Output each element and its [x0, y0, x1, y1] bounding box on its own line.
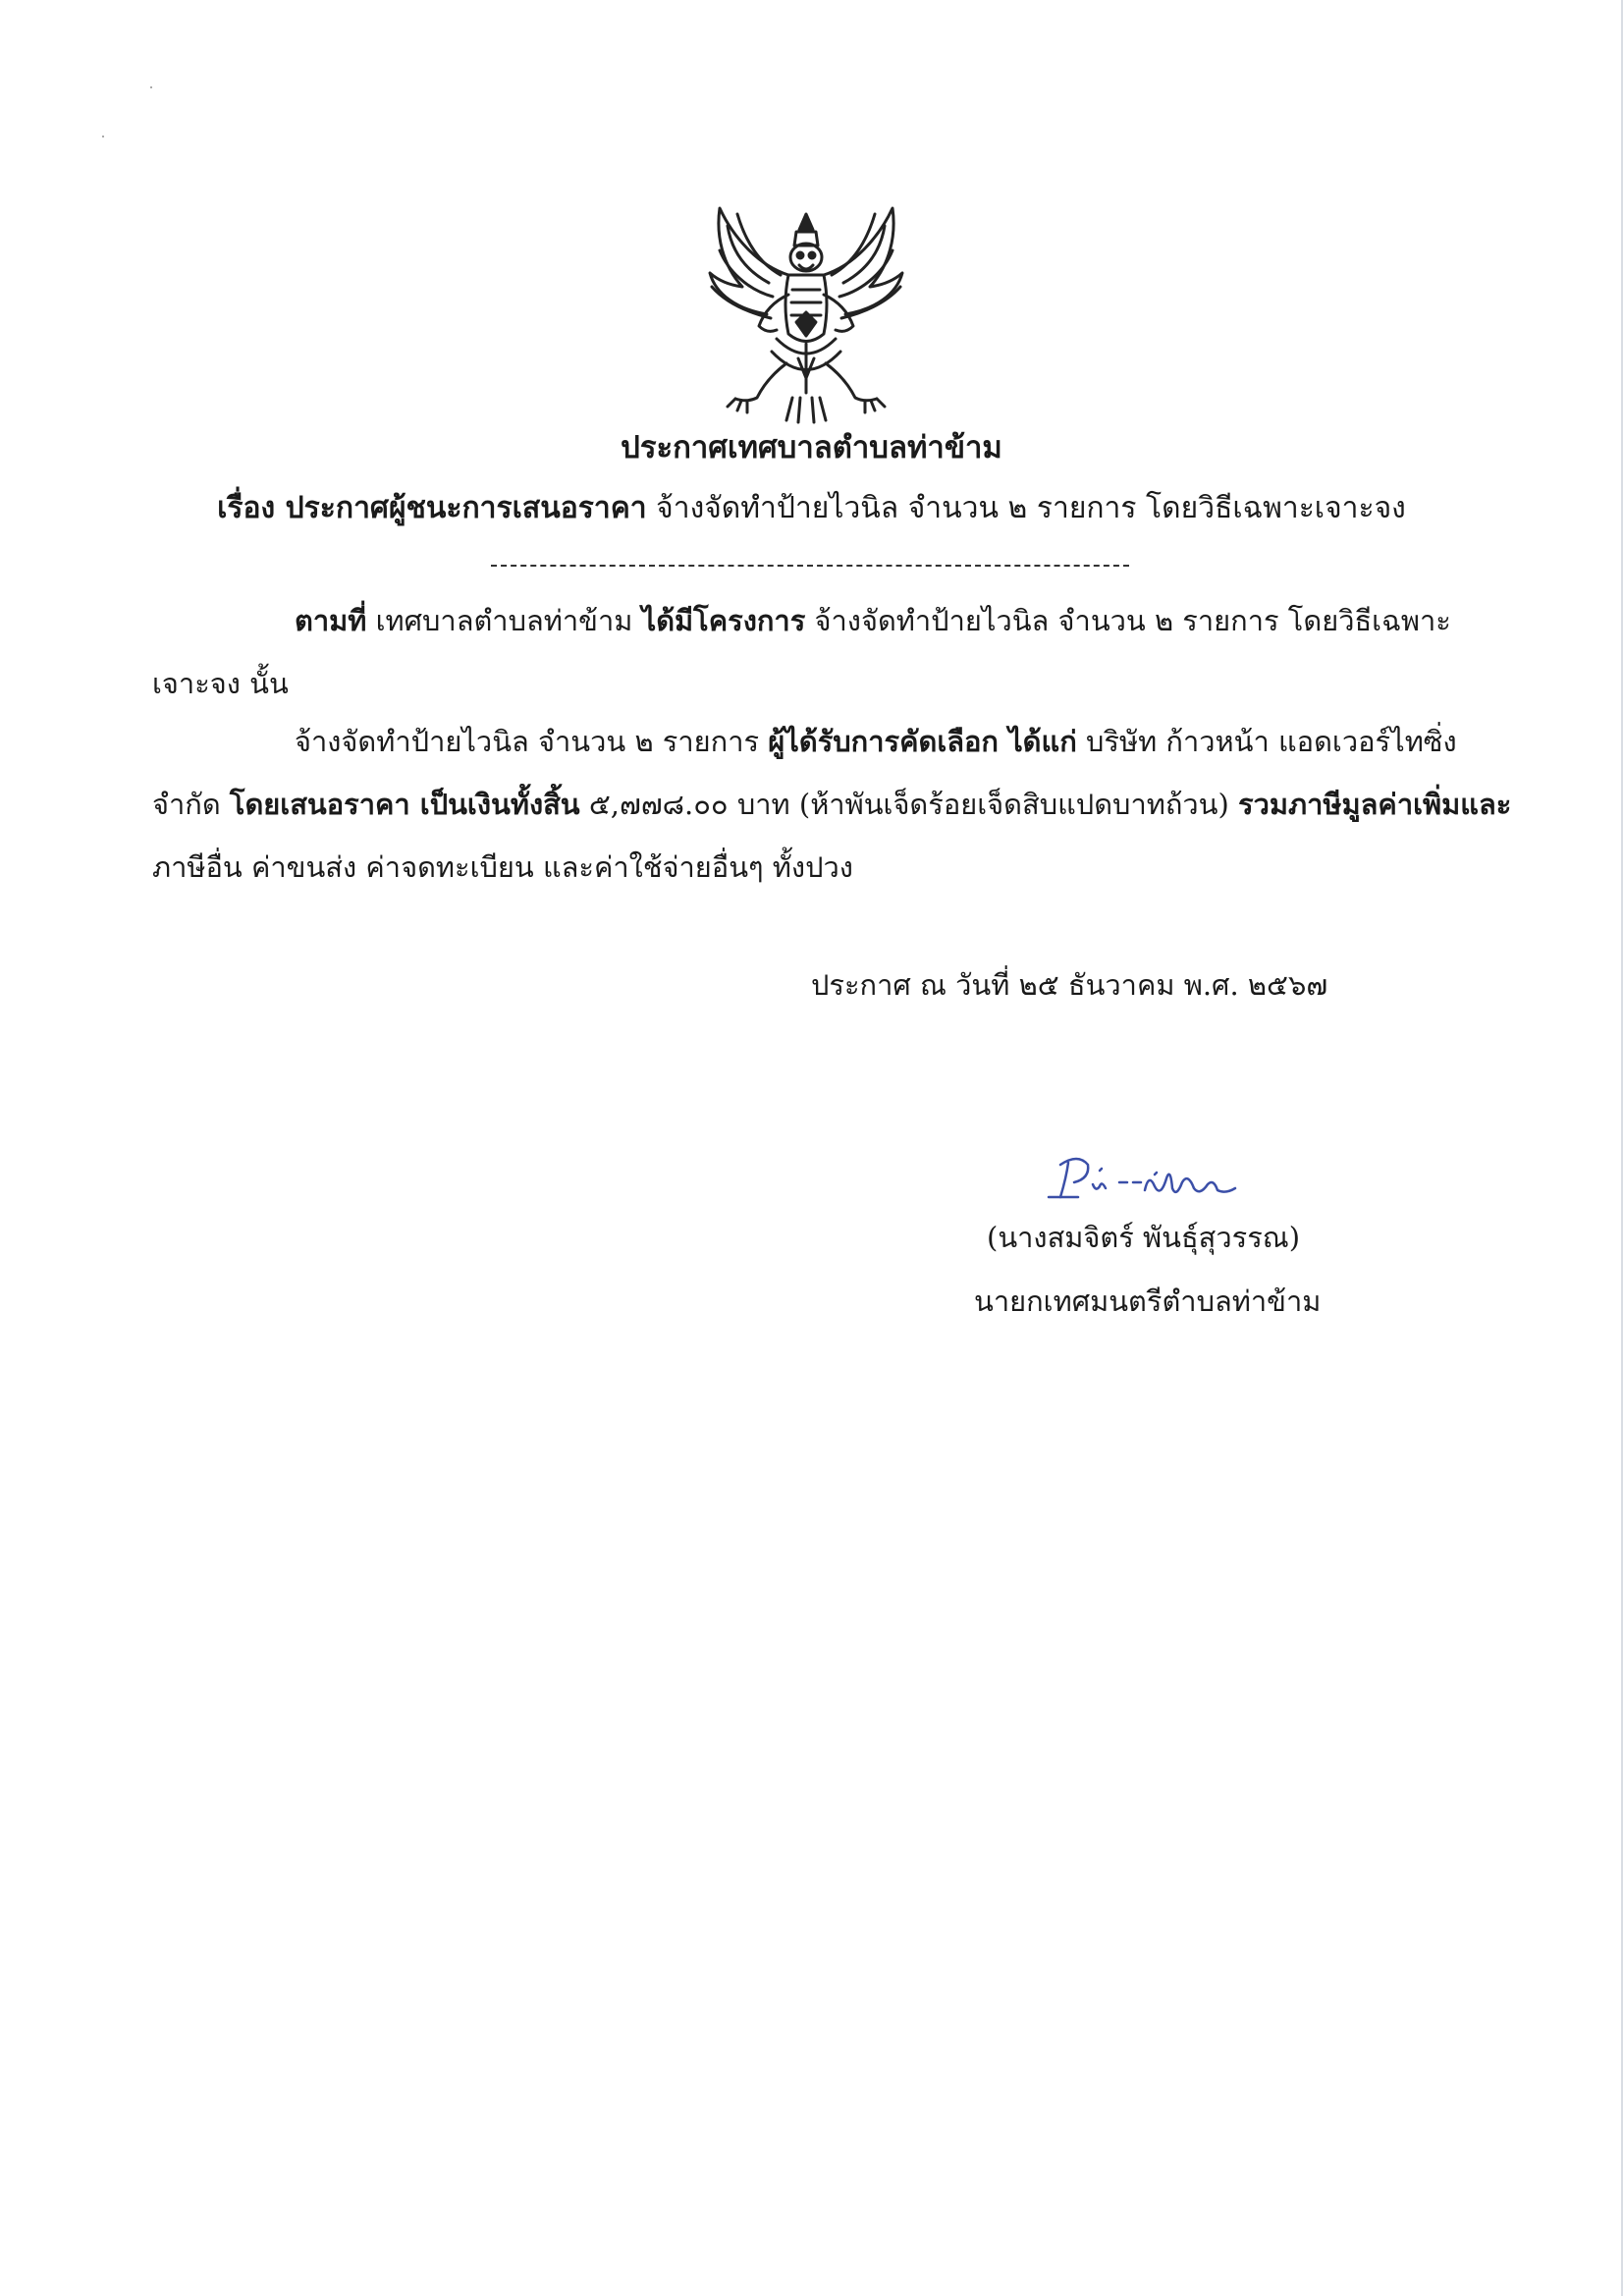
- paragraph1-line1: [295, 601, 1451, 640]
- subject-label: เรื่อง ประกาศผู้ชนะการเสนอราคา: [217, 491, 647, 525]
- scan-speck: [102, 136, 104, 137]
- paragraph2-line2-bold2: รวมภาษีมูลค่าเพิ่มและ: [1238, 788, 1512, 821]
- paragraph2-bold: ผู้ได้รับการคัดเลือก ได้แก่: [768, 725, 1077, 758]
- paragraph1-lead: ตามที่: [295, 604, 367, 637]
- paragraph2-line2-text-a: จำกัด: [152, 788, 230, 821]
- paragraph2-line1: [295, 722, 1457, 761]
- paragraph2-line2-bold1: โดยเสนอราคา เป็นเงินทั้งสิ้น: [229, 788, 580, 821]
- signer-title: นายกเทศมนตรีตำบลท่าข้าม: [974, 1285, 1322, 1318]
- paragraph1-bold: ได้มีโครงการ: [641, 604, 806, 637]
- handwritten-signature-icon: [1039, 1143, 1255, 1212]
- paragraph2-text-b: บริษัท ก้าวหน้า แอดเวอร์ไทซิ่ง: [1076, 725, 1457, 758]
- document-title: ประกาศเทศบาลตำบลท่าข้าม: [621, 430, 1002, 465]
- subject-text: จ้างจัดทำป้ายไวนิล จำนวน ๒ รายการ โดยวิธีเฉพาะเจาะจง: [646, 491, 1406, 525]
- announce-date: ประกาศ ณ วันที่ ๒๕ ธันวาคม พ.ศ. ๒๕๖๗: [811, 968, 1328, 1002]
- paragraph1-text-a: เทศบาลตำบลท่าข้าม: [366, 604, 642, 637]
- paragraph1-text-b: จ้างจัดทำป้ายไวนิล จำนวน ๒ รายการ โดยวิธีเฉพาะ: [805, 604, 1451, 637]
- paragraph2-line3: ภาษีอื่น ค่าขนส่ง ค่าจดทะเบียน และค่าใช้จ่ายอื่นๆ ทั้งปวง: [152, 850, 853, 884]
- scan-speck: [150, 86, 152, 88]
- paragraph2-text-a: จ้างจัดทำป้ายไวนิล จำนวน ๒ รายการ: [295, 725, 769, 758]
- dashed-divider: [491, 565, 1129, 567]
- signer-name: (นางสมจิตร์ พันธุ์สุวรรณ): [987, 1221, 1301, 1254]
- paragraph1-line2: เจาะจง นั้น: [152, 667, 289, 700]
- document-subject: [0, 489, 1623, 528]
- paragraph2-line2-text-b: ๕,๗๗๘.๐๐ บาท (ห้าพันเจ็ดร้อยเจ็ดสิบแปดบาทถ้วน): [579, 788, 1239, 821]
- paragraph2-line2: [152, 785, 1511, 824]
- garuda-emblem-icon: [698, 196, 914, 427]
